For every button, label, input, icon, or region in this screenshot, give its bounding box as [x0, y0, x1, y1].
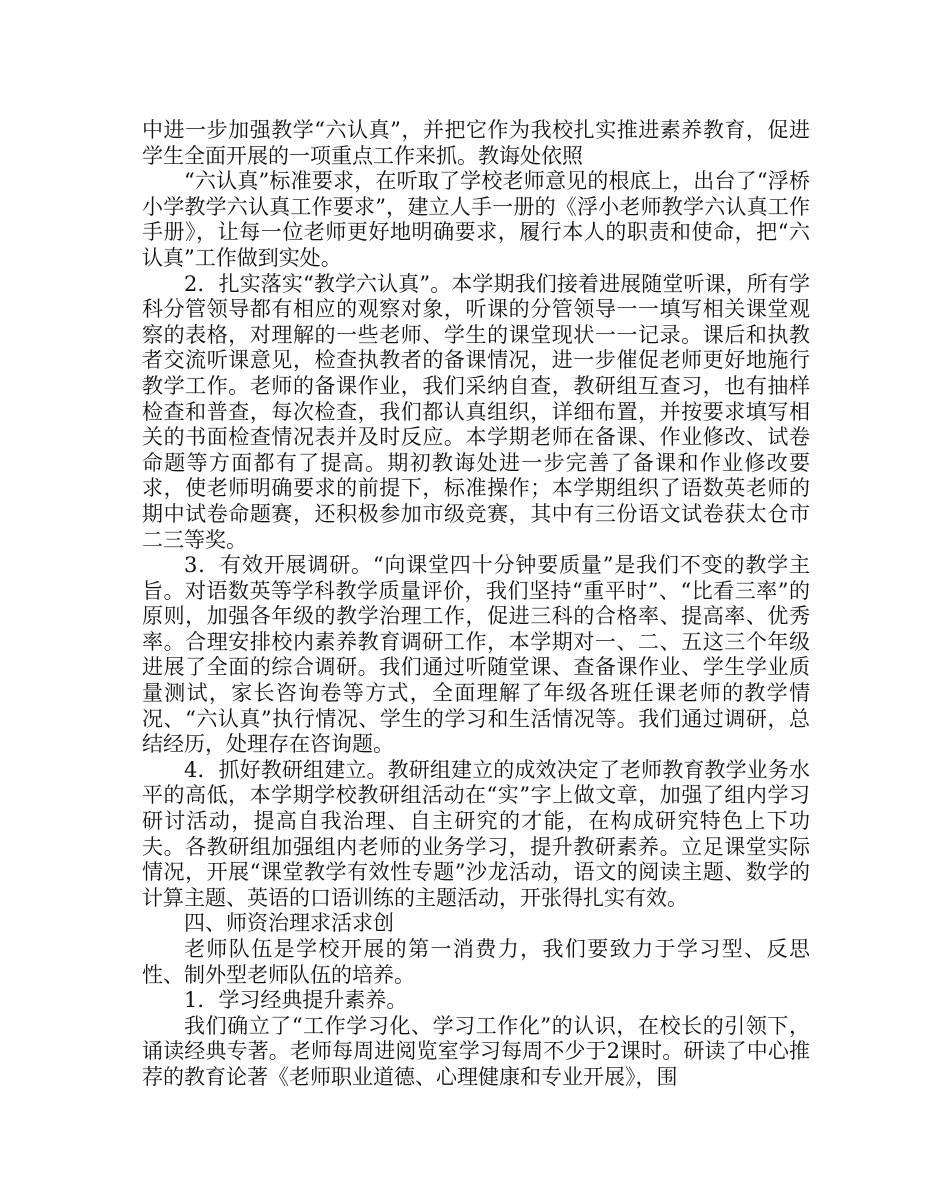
subsection-heading: 1．学习经典提升素养。	[184, 988, 408, 1013]
document-body	[142, 118, 810, 1091]
paragraph: 3．有效开展调研。“向课堂四十分钟要质量”是我们不变的教学主旨。对语数英等学科教学质量评价，我们坚持“重平时”、“比看三率”的原则，加强各年级的教学治理工作，促进三科的合格率、提高率、优秀率。合理安排校内素养教育调研工作，本学期对一、二、五这三个年级进展了全面的综合调研。我们通过听随堂课、查备课作业、学生学业质量测试，家长咨询卷等方式，全面理解了年级各班任课老师的教学情况、“六认真”执行情况、学生的学习和生活情况等。我们通过调研，总结经历，处理存在咨询题。	[142, 553, 810, 757]
section-heading: 四、师资治理求活求创	[184, 911, 394, 936]
paragraph: 我们确立了“工作学习化、学习工作化”的认识，在校长的引领下，诵读经典专著。老师每周进阅览室学习每周不少于2课时。研读了中心推荐的教育论著《老师职业道德、心理健康和专业开展》，围	[142, 1013, 810, 1089]
paragraph: 2．扎实落实“教学六认真”。本学期我们接着进展随堂听课，所有学科分管领导都有相应的观察对象，听课的分管领导一一填写相关课堂观察的表格，对理解的一些老师、学生的课堂现状一一记录。课后和执教者交流听课意见，检查执教者的备课情况，进一步催促老师更好地施行教学工作。老师的备课作业，我们采纳自查，教研组互查习，也有抽样检查和普查，每次检查，我们都认真组织，详细布置，并按要求填写相关的书面检查情况表并及时反应。本学期老师在备课、作业修改、试卷命题等方面都有了提高。期初教诲处进一步完善了备课和作业修改要求，使老师明确要求的前提下，标准操作；本学期组织了语数英老师的期中试卷命题赛，还积极参加市级竞赛，其中有三份语文试卷获太仓市二三等奖。	[142, 271, 810, 552]
paragraph: 老师队伍是学校开展的第一消费力，我们要致力于学习型、反思性、制外型老师队伍的培养。	[142, 937, 810, 987]
paragraph: “六认真”标准要求，在听取了学校老师意见的根底上，出台了“浮桥小学教学六认真工作要求”，建立人手一册的《浮小老师教学六认真工作手册》，让每一位老师更好地明确要求，履行本人的职责和使命，把“六认真”工作做到实处。	[142, 169, 810, 270]
paragraph: 4．抓好教研组建立。教研组建立的成效决定了老师教育教学业务水平的高低，本学期学校教研组活动在“实”字上做文章，加强了组内学习研讨活动，提高自我治理、自主研究的才能，在构成研究特色上下功夫。各教研组加强组内老师的业务学习，提升教研素养。立足课堂实际情况，开展“课堂教学有效性专题”沙龙活动，语文的阅读主题、数学的计算主题、英语的口语训练的主题活动，开张得扎实有效。	[142, 757, 810, 910]
paragraph: 中进一步加强教学“六认真”，并把它作为我校扎实推进素养教育，促进学生全面开展的一项重点工作来抓。教诲处依照	[142, 118, 810, 168]
